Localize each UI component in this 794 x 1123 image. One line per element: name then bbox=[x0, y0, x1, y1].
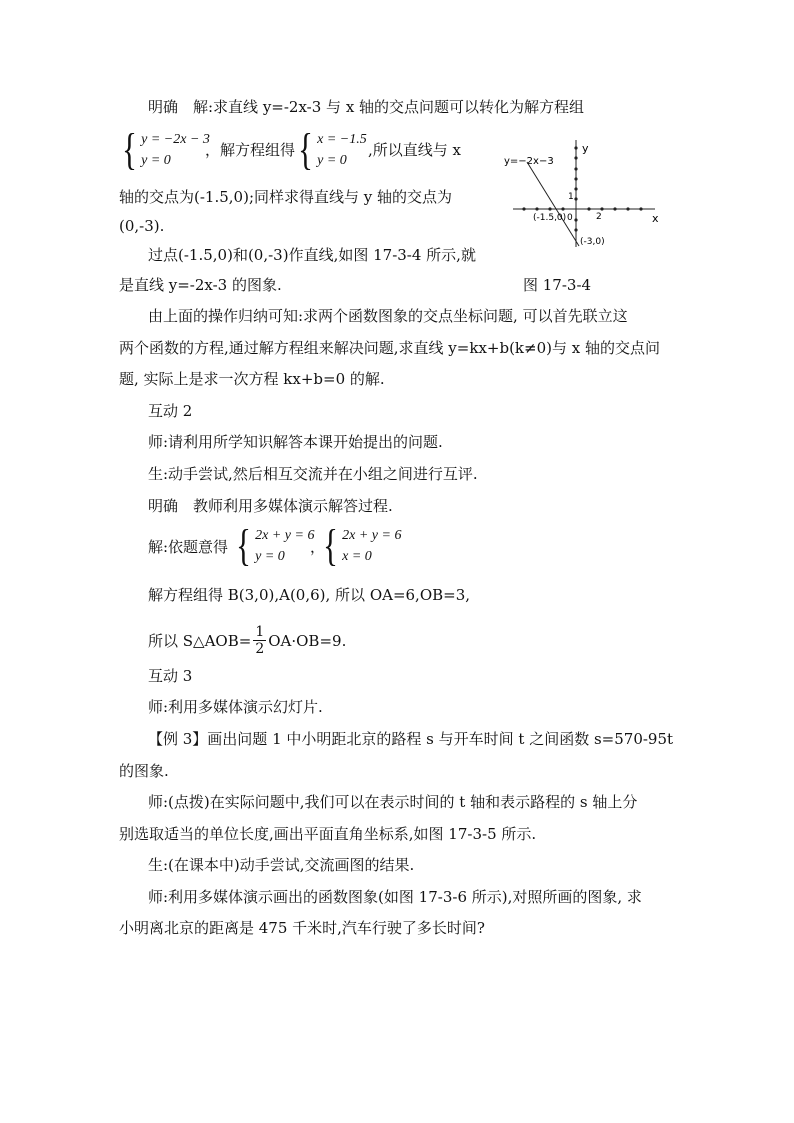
equation: y = 0 bbox=[317, 153, 347, 168]
coordinate-figure bbox=[495, 132, 670, 252]
text-line: 由上面的操作归纳可知:求两个函数图象的交点坐标问题, 可以首先联立这 bbox=[148, 307, 628, 325]
equation-system bbox=[119, 125, 210, 174]
fraction-numerator: 1 bbox=[255, 624, 265, 640]
y-axis-ticks bbox=[574, 146, 577, 231]
brace: { bbox=[298, 125, 313, 174]
line-label: y=−2x−3 bbox=[504, 156, 554, 167]
equation-system bbox=[320, 521, 402, 570]
y-axis-label: y bbox=[582, 142, 589, 155]
brace: { bbox=[122, 125, 137, 174]
text-line: 解方程组得 B(3,0),A(0,6), 所以 OA=6,OB=3, bbox=[148, 586, 471, 604]
text-line: 小明离北京的距离是 475 千米时,汽车行驶了多长时间? bbox=[119, 919, 485, 937]
equation: x = −1.5 bbox=[317, 132, 367, 147]
text-line: 的图象. bbox=[119, 762, 169, 780]
x-tick-label: 2 bbox=[596, 212, 602, 222]
fraction-denominator: 2 bbox=[255, 641, 265, 657]
brace: { bbox=[323, 521, 338, 570]
equation: 2x + y = 6 bbox=[342, 528, 402, 543]
equation: y = 0 bbox=[255, 549, 285, 564]
equation: x = 0 bbox=[342, 549, 372, 564]
text-fragment: 解:依题意得 bbox=[148, 538, 229, 556]
text-line: (0,-3). bbox=[119, 217, 165, 235]
point-label: (-1.5,0) bbox=[533, 213, 567, 223]
brace: { bbox=[236, 521, 251, 570]
text-line: 生:动手尝试,然后相互交流并在小组之间进行互评. bbox=[148, 465, 478, 483]
text-line: 两个函数的方程,通过解方程组来解决问题,求直线 y=kx+b(k≠0)与 x 轴的交点问 bbox=[119, 339, 660, 357]
equation: y = −2x − 3 bbox=[141, 132, 210, 147]
text-line: 师:请利用所学知识解答本课开始提出的问题. bbox=[148, 433, 443, 451]
x-axis-label: x bbox=[652, 212, 659, 225]
text-line: 别选取适当的单位长度,画出平面直角坐标系,如图 17-3-5 所示. bbox=[119, 825, 537, 843]
text-fragment: ，解方程组得 bbox=[205, 141, 296, 159]
equation-system bbox=[295, 125, 367, 174]
equation: 2x + y = 6 bbox=[255, 528, 315, 543]
text-line: 师:利用多媒体演示画出的函数图象(如图 17-3-6 所示),对照所画的图象, 求 bbox=[148, 888, 642, 906]
text-line: 【例 3】画出问题 1 中小明距北京的路程 s 与开车时间 t 之间函数 s=570-95t bbox=[148, 730, 674, 748]
figure-caption: 图 17-3-4 bbox=[523, 276, 592, 294]
text-line: 题, 实际上是求一次方程 kx+b=0 的解. bbox=[119, 370, 385, 388]
text-line: 轴的交点为(-1.5,0);同样求得直线与 y 轴的交点为 bbox=[119, 188, 453, 206]
equation: y = 0 bbox=[141, 153, 171, 168]
fraction bbox=[253, 624, 266, 657]
formula-prefix: 所以 S△AOB= bbox=[148, 631, 252, 650]
equation-system bbox=[233, 521, 315, 570]
text-line: 师:利用多媒体演示幻灯片. bbox=[148, 698, 323, 716]
text-line: 明确 解:求直线 y=-2x-3 与 x 轴的交点问题可以转化为解方程组 bbox=[148, 98, 585, 116]
section-heading: 互动 3 bbox=[148, 667, 193, 685]
area-formula bbox=[148, 624, 346, 657]
point-label: (-3,0) bbox=[580, 237, 605, 247]
text-line: 是直线 y=-2x-3 的图象. bbox=[119, 276, 282, 294]
formula-suffix: OA·OB=9. bbox=[268, 631, 347, 650]
text-line: 过点(-1.5,0)和(0,-3)作直线,如图 17-3-4 所示,就 bbox=[148, 246, 476, 264]
section-heading: 互动 2 bbox=[148, 402, 193, 420]
function-line bbox=[527, 162, 579, 246]
text-line: 明确 教师利用多媒体演示解答过程. bbox=[148, 497, 393, 515]
origin-label: 0 bbox=[567, 213, 573, 223]
text-line: 师:(点拨)在实际问题中,我们可以在表示时间的 t 轴和表示路程的 s 轴上分 bbox=[148, 793, 638, 811]
text-fragment: ， bbox=[310, 538, 326, 556]
y-tick-label: 1 bbox=[568, 192, 574, 202]
text-line: 生:(在课本中)动手尝试,交流画图的结果. bbox=[148, 856, 415, 874]
text-fragment: ,所以直线与 x bbox=[368, 141, 461, 159]
